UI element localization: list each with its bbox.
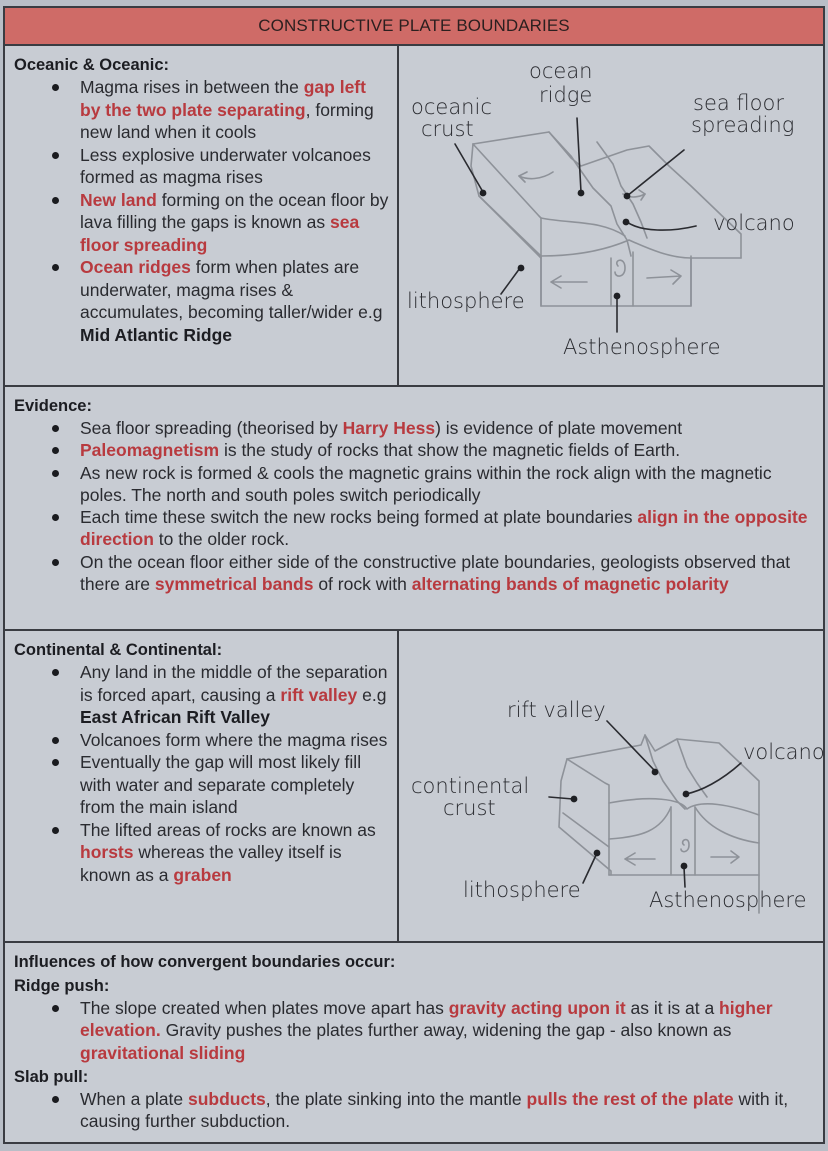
list-item: Each time these switch the new rocks being formed at plate boundaries align in the opposite direction to the older rock.	[5, 506, 823, 551]
page-title: CONSTRUCTIVE PLATE BOUNDARIES	[5, 8, 823, 46]
label-ocean-ridge-2: ridge	[539, 83, 593, 107]
label-asthenosphere: Asthenosphere	[649, 888, 807, 912]
label-sea-floor-spreading-1: sea floor	[693, 91, 784, 115]
label-continental-crust-1: continental	[411, 774, 530, 798]
section-continental	[5, 631, 823, 943]
influences-heading: Influences of how convergent boundaries occur:	[14, 953, 396, 971]
oceanic-heading: Oceanic & Oceanic:	[14, 56, 169, 74]
continental-bullets	[5, 661, 397, 886]
list-item: The slope created when plates move apart has gravity acting upon it as it is at a higher elevation. Gravity pushes the plates further away, widening the gap - also known as gravitational sliding	[5, 997, 823, 1064]
list-item: New land forming on the ocean floor by lava filling the gaps is known as sea floor spreading	[5, 189, 397, 257]
oceanic-diagram-cell	[401, 46, 823, 385]
list-item: Less explosive underwater volcanoes formed as magma rises	[5, 144, 397, 189]
label-ocean-ridge-1: ocean	[529, 59, 593, 83]
list-item: Eventually the gap will most likely fill with water and separate completely from the main island	[5, 751, 397, 819]
evidence-bullets	[5, 417, 823, 595]
list-item: When a plate subducts, the plate sinking into the mantle pulls the rest of the plate with it, causing further subduction.	[5, 1088, 823, 1133]
section-oceanic	[5, 46, 823, 387]
section-influences	[5, 943, 823, 1142]
ridge-push-bullets	[5, 997, 823, 1064]
oceanic-bullets	[5, 76, 397, 346]
list-item: Volcanoes form where the magma rises	[5, 729, 397, 752]
label-sea-floor-spreading-2: spreading	[691, 113, 795, 137]
ridge-push-heading: Ridge push:	[14, 977, 110, 995]
list-item: The lifted areas of rocks are known as horsts whereas the valley itself is known as a graben	[5, 819, 397, 887]
label-lithosphere: lithosphere	[407, 289, 525, 313]
label-rift-valley: rift valley	[507, 698, 606, 722]
slab-pull-heading: Slab pull:	[14, 1067, 89, 1086]
list-item: Sea floor spreading (theorised by Harry Hess) is evidence of plate movement	[5, 417, 823, 439]
list-item: As new rock is formed & cools the magnetic grains within the rock align with the magnetic poles. The north and south poles switch periodically	[5, 462, 823, 507]
label-oceanic-crust-1: oceanic	[411, 95, 492, 119]
list-item: On the ocean floor either side of the constructive plate boundaries, geologists observed that there are symmetrical bands of rock with alternating bands of magnetic polarity	[5, 551, 823, 596]
oceanic-boundary-diagram	[401, 46, 827, 387]
label-asthenosphere: Asthenosphere	[563, 335, 721, 359]
continental-diagram-cell	[401, 631, 823, 941]
oceanic-text-cell	[5, 46, 399, 385]
label-continental-crust-2: crust	[443, 796, 496, 820]
label-lithosphere: lithosphere	[463, 878, 581, 902]
continental-boundary-diagram	[401, 631, 823, 941]
section-evidence	[5, 387, 823, 631]
evidence-heading: Evidence:	[14, 397, 92, 415]
list-item: Paleomagnetism is the study of rocks that show the magnetic fields of Earth.	[5, 439, 823, 461]
list-item: Magma rises in between the gap left by the two plate separating, forming new land when it cools	[5, 76, 397, 144]
continental-text-cell	[5, 631, 399, 941]
label-oceanic-crust-2: crust	[421, 117, 474, 141]
list-item: Any land in the middle of the separation is forced apart, causing a rift valley e.g East African Rift Valley	[5, 661, 397, 729]
slab-pull-bullets	[5, 1088, 823, 1133]
revision-sheet	[3, 6, 825, 1144]
label-volcano: volcano	[713, 211, 795, 235]
label-volcano: volcano	[743, 740, 825, 764]
continental-heading: Continental & Continental:	[14, 641, 223, 659]
list-item: Ocean ridges form when plates are underwater, magma rises & accumulates, becoming taller/wider e.g Mid Atlantic Ridge	[5, 256, 397, 346]
